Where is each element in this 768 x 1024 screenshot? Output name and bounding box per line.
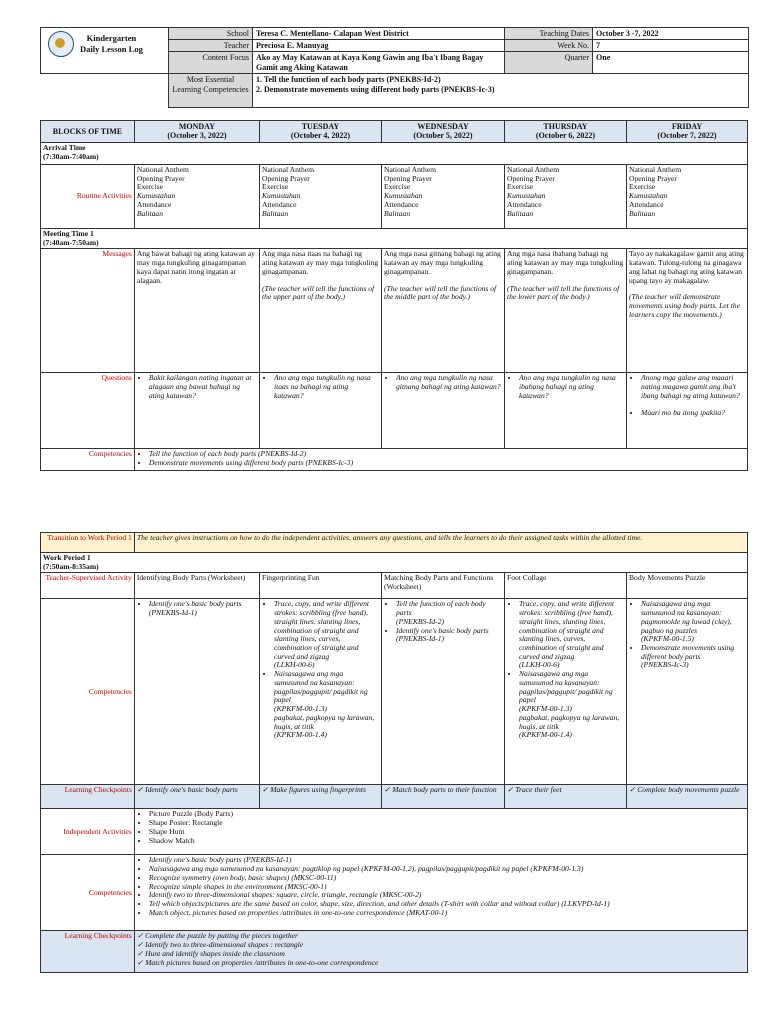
routine-item: Attendance xyxy=(136,199,172,209)
routine-item: Balitaan xyxy=(261,208,289,218)
independent-checkpoints: ✓ Complete the puzzle by putting the pieces together ✓ Identify two to three-dimensional shapes : rectangle ✓ Hunt and identify shapes inside the classroom ✓ Match pictures based on properties /attributes in one-to-one correspondence xyxy=(134,931,747,973)
tsa-label: Teacher-Supervised Activity xyxy=(41,573,135,599)
title-block xyxy=(41,28,169,74)
school-value: Teresa C. Mentellano- Calapan West District xyxy=(253,28,505,40)
lc-friday: ✓ Complete body movements puzzle xyxy=(626,785,747,809)
message-monday: Ang bawat bahagi ng ating katawan ay may mga tungkuling ginagampanan kaya dapat natin itong ingatan at alagaan. xyxy=(134,249,259,373)
lc-wednesday: ✓ Match body parts to their function xyxy=(381,785,504,809)
routine-item: Exercise xyxy=(136,182,163,192)
day-header-thursday: THURSDAY (October 6, 2022) xyxy=(505,121,627,143)
transition-label: Transition to Work Period 1 xyxy=(41,533,135,553)
week-value: 7 xyxy=(593,40,749,52)
title-line1: Kindergarten xyxy=(86,33,137,44)
content-focus-label: Content Focus xyxy=(169,52,253,74)
routine-wednesday xyxy=(381,165,504,229)
work-period-row: Work Period 1 (7:50am-8:35am) xyxy=(41,553,748,573)
arrival-time-row: Arrival Time (7:30am-7:40am) xyxy=(41,143,748,165)
routine-item: National Anthem xyxy=(383,165,437,174)
schedule-table-2 xyxy=(40,532,748,973)
routine-item: Kumustahan xyxy=(629,191,668,201)
tsa-friday: Body Movements Puzzle xyxy=(626,573,747,599)
routine-tuesday xyxy=(259,165,381,229)
routine-item: Opening Prayer xyxy=(383,173,432,183)
routine-item: Opening Prayer xyxy=(136,173,185,183)
independent-competencies: • Identify one's basic body parts (PNEKBS-Id-1) • Naisasagawa ang mga sumusunod na kasanayan: pagtiklop ng papel (KPKFM-00-1.2), pagpilas/paggupit/pagdikit ng papel (KPKFM-00-1.3) • Recognize symmetry (own body, basic shapes) (MKSC-00-11) • Recognize simple shapes in the environment (MKSC-00-1) • Identify two to three-dimensional shapes: square, circle, triangle, rectangle (MKSC-00-2) • Tell which objects/pictures are the same based on color, shape, size, direction, and other details (T-shirt with collar and without collar) (LLKVPD-Id-1) • Match object, pictures based on properties /attributes in one-to-one correspondence (MKAT-00-1) xyxy=(134,855,747,931)
routine-item: Opening Prayer xyxy=(629,173,677,183)
lc-monday: ✓ Identify one's basic body parts xyxy=(134,785,259,809)
message-thursday: Ang mga nasa ibabang bahagi ng ating katawan ay may mga tungkuling ginagampanan. (The teacher will tell the functions of the lower part of the body.) xyxy=(505,249,627,373)
meeting-time-row: Meeting Time 1 (7:40am-7:50am) xyxy=(41,229,748,249)
comp-tuesday: • Trace, copy, and write different strokes: scribbling (free hand), straight lines, slanting lines, combination of straight and slanting lines, curves, combination of straight and curved and zigzag (LLKH-00-6) • Naisasagawa ang mga sumusunod na kasanayan: pagpilas/paggupit/ pagdikit ng papel (KPKFM-00-1.3) pagbakat, pagkopya ng larawan, hugis, at titik (KPKFM-00-1.4) xyxy=(259,599,381,785)
questions-label: Questions xyxy=(41,373,135,449)
question-monday: • Bakit kailangan nating ingatan at alagaan ang bawat bahagi ng ating katawan? xyxy=(134,373,259,449)
deped-seal-icon xyxy=(48,31,74,57)
routine-item: Exercise xyxy=(261,182,289,192)
comp-thursday: • Trace, copy, and write different strokes: scribbling (free hand), straight lines, slanting lines, combination of straight and slanting lines, curves, combination of straight and curved and zigzag (LLKH-00-6) • Naisasagawa ang mga sumusunod na kasanayan: pagpilas/paggupit/ pagdikit ng papel (KPKFM-00-1.3) pagbakat, pagkopya ng larawan, hugis, at titik (KPKFM-00-1.4) xyxy=(504,599,626,785)
comp-monday: • Identify one's basic body parts (PNEKBS-Id-1) xyxy=(134,599,259,785)
routine-item: Balitaan xyxy=(383,208,411,218)
routine-item: Kumustahan xyxy=(261,191,301,201)
header-table xyxy=(40,27,749,108)
independent-activities: • Picture Puzzle (Body Parts) • Shape Poster: Rectangle • Shape Hunt • Shadow Match xyxy=(134,809,747,855)
comp-label-ind: Competencies xyxy=(41,855,135,931)
routine-item: Kumustahan xyxy=(507,191,546,201)
question-thursday: • Ano ang mga tungkulin ng nasa ibabang bahagi ng ating katawan? xyxy=(505,373,627,449)
message-wednesday: Ang mga nasa gitnang bahagi ng ating katawan ay may mga tungkuling ginagampanan. (The teacher will tell the functions of the middle part of the body.) xyxy=(381,249,504,373)
routine-item: National Anthem xyxy=(629,165,682,174)
comp-wednesday: • Tell the function of each body parts (PNEKBS-Id-2) • Identify one's basic body parts (PNEKBS-Id-1) xyxy=(381,599,504,785)
comp-friday: • Naisasagawa ang mga sumusunod na kasanayan: pagmomolde ng luwad (clay), pagbuo ng puzzles (KPKFM-00-1.5) • Demonstrate movements using different body parts (PNEKBS-Ic-3) xyxy=(626,599,747,785)
routine-item: Opening Prayer xyxy=(507,173,555,183)
lc-label-ind: Learning Checkpoints xyxy=(41,931,135,973)
transition-text: The teacher gives instructions on how to do the independent activities, answers any questions, and tells the learners to do their assigned tasks within the allotted time. xyxy=(134,533,747,553)
tsa-wednesday: Matching Body Parts and Functions (Worksheet) xyxy=(381,573,504,599)
routine-item: Attendance xyxy=(261,199,297,209)
lc-tuesday: ✓ Make figures using fingerprints xyxy=(259,785,381,809)
mec-label: Most Essential Learning Competencies xyxy=(169,74,253,108)
routine-item: Attendance xyxy=(507,199,542,209)
teacher-value: Preciosa E. Manuyag xyxy=(253,40,505,52)
routine-item: Balitaan xyxy=(507,208,534,218)
routine-item: Kumustahan xyxy=(383,191,423,201)
message-tuesday: Ang mga nasa itaas na bahagi ng ating katawan ay may mga tungkuling ginagampanan. (The teacher will tell the functions of the upper part of the body.) xyxy=(259,249,381,373)
day-header-friday: FRIDAY (October 7, 2022) xyxy=(627,121,748,143)
routine-item: Attendance xyxy=(383,199,419,209)
routine-friday xyxy=(627,165,748,229)
routine-monday xyxy=(134,165,259,229)
mec-2: 2. Demonstrate movements using different body parts (PNEKBS-Ic-3) xyxy=(256,84,495,94)
messages-label: Messages xyxy=(41,249,135,373)
dates-label: Teaching Dates xyxy=(505,28,593,40)
competencies-list-1: • Tell the function of each body parts (PNEKBS-Id-2) • Demonstrate movements using different body parts (PNEKBS-Ic-3) xyxy=(134,449,747,471)
routine-item: National Anthem xyxy=(136,165,189,174)
mec-1: 1. Tell the function of each body parts (PNEKBS-Id-2) xyxy=(256,75,441,85)
mec-values xyxy=(253,74,749,108)
routine-item: Kumustahan xyxy=(136,191,176,201)
quarter-label: Quarter xyxy=(505,52,593,74)
routine-item: National Anthem xyxy=(507,165,560,174)
blocks-of-time-header: BLOCKS OF TIME xyxy=(41,121,135,143)
day-header-monday: MONDAY (October 3, 2022) xyxy=(134,121,259,143)
routine-item: Exercise xyxy=(383,182,411,192)
routine-label: Routine Activities xyxy=(41,165,135,229)
day-header-tuesday: TUESDAY (October 4, 2022) xyxy=(259,121,381,143)
comp-label-wp: Competencies xyxy=(41,599,135,785)
routine-thursday xyxy=(505,165,627,229)
routine-item: Exercise xyxy=(629,182,656,192)
competencies-label-1: Competencies xyxy=(41,449,135,471)
lc-label-wp: Learning Checkpoints xyxy=(41,785,135,809)
teacher-label: Teacher xyxy=(169,40,253,52)
question-friday: • Anong mga galaw ang maaari nating magawa gamit ang iba't ibang bahagi ng ating katawan? • Maari mo ba itong ipakita? xyxy=(627,373,748,449)
lc-thursday: ✓ Trace their feet xyxy=(504,785,626,809)
question-wednesday: • Ano ang mga tungkulin ng nasa gitnang bahagi ng ating katawan? xyxy=(381,373,504,449)
week-label: Week No. xyxy=(505,40,593,52)
school-label: School xyxy=(169,28,253,40)
question-tuesday: • Ano ang mga tungkulin ng nasa itaas na bahagi ng ating katawan? xyxy=(259,373,381,449)
independent-label: Independent Activities xyxy=(41,809,135,855)
tsa-thursday: Foot Collage xyxy=(504,573,626,599)
routine-item: National Anthem xyxy=(261,165,315,174)
message-friday: Tayo ay nakakagalaw gamit ang ating katawan. Tulong-tulong na ginagawa ang lahat ng bahagi ng ating katawan upang tayo ay makagalaw. (The teacher will demonstrate movements using body parts. Let the learners copy the movements.) xyxy=(627,249,748,373)
content-focus-value: Ako ay May Katawan at Kaya Kong Gawin ang Iba't Ibang Bagay Gamit ang Aking Katawan xyxy=(253,52,505,74)
tsa-tuesday: Fingerprinting Fun xyxy=(259,573,381,599)
routine-item: Opening Prayer xyxy=(261,173,310,183)
routine-item: Balitaan xyxy=(136,208,163,218)
routine-item: Exercise xyxy=(507,182,534,192)
schedule-table-1 xyxy=(40,120,748,471)
title-line2: Daily Lesson Log xyxy=(80,44,143,54)
dates-value: October 3 -7, 2022 xyxy=(593,28,749,40)
routine-item: Balitaan xyxy=(629,208,656,218)
tsa-monday: Identifying Body Parts (Worksheet) xyxy=(134,573,259,599)
day-header-wednesday: WEDNESDAY (October 5, 2022) xyxy=(381,121,504,143)
quarter-value: One xyxy=(593,52,749,74)
routine-item: Attendance xyxy=(629,199,664,209)
